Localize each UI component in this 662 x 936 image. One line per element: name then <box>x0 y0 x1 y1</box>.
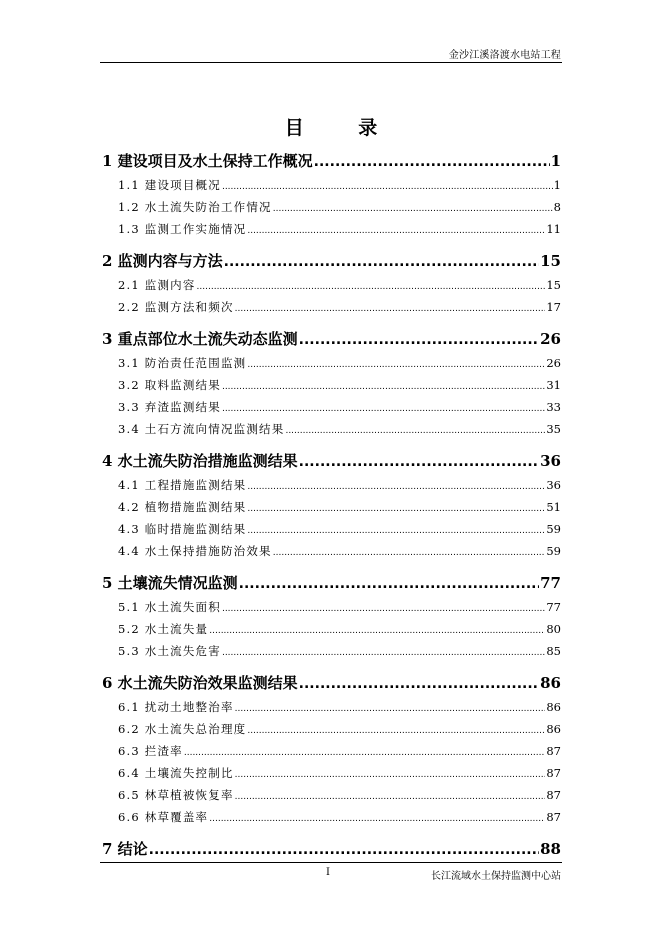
toc-section-page: 8 <box>553 200 561 214</box>
toc-leader-dots <box>273 542 546 564</box>
toc-section-title: 1.2 水土流失防治工作情况 <box>118 200 272 214</box>
toc-section-title: 4.1 工程措施监测结果 <box>118 478 247 492</box>
toc-section-title: 1.3 监测工作实施情况 <box>118 222 247 236</box>
toc-leader-dots <box>222 642 545 664</box>
toc-section-page: 33 <box>546 400 561 414</box>
toc-leader-dots <box>235 698 546 720</box>
toc-section-page: 87 <box>546 810 561 824</box>
toc-section-entry[interactable] <box>118 540 561 562</box>
toc-section-page: 51 <box>546 500 561 514</box>
toc-section-entry[interactable] <box>118 496 561 518</box>
toc-section-entry[interactable] <box>118 806 561 828</box>
toc-leader-dots <box>299 671 539 697</box>
toc-chapter-title: 6 水土流失防治效果监测结果 <box>102 674 298 692</box>
toc-section-entry[interactable] <box>118 696 561 718</box>
toc-section-entry[interactable] <box>118 274 561 296</box>
toc-chapter-page: 88 <box>540 840 561 858</box>
toc-section-page: 80 <box>546 622 561 636</box>
toc-section-page: 11 <box>546 222 561 236</box>
toc-section-page: 59 <box>546 544 561 558</box>
toc-section-entry[interactable] <box>118 352 561 374</box>
toc-chapter-entry[interactable] <box>102 448 561 474</box>
toc-section-title: 3.3 弃渣监测结果 <box>118 400 221 414</box>
toc-chapter-title: 1 建设项目及水土保持工作概况 <box>102 152 313 170</box>
toc-leader-dots <box>222 598 545 620</box>
toc-section-entry[interactable] <box>118 474 561 496</box>
toc-leader-dots <box>285 420 545 442</box>
toc-chapter-title: 3 重点部位水土流失动态监测 <box>102 330 298 348</box>
toc-leader-dots <box>184 742 546 764</box>
toc-section-page: 59 <box>546 522 561 536</box>
toc-section-title: 2.1 监测内容 <box>118 278 196 292</box>
toc-chapter-entry[interactable] <box>102 148 561 174</box>
header-rule <box>100 62 562 63</box>
toc-section-title: 3.4 土石方流向情况监测结果 <box>118 422 285 436</box>
toc-chapter-title: 5 土壤流失情况监测 <box>102 574 238 592</box>
toc-chapter-title: 7 结论 <box>102 840 148 858</box>
toc-section-title: 3.1 防治责任范围监测 <box>118 356 247 370</box>
toc-leader-dots <box>209 808 545 830</box>
toc-leader-dots <box>197 276 546 298</box>
toc-section-entry[interactable] <box>118 640 561 662</box>
toc-leader-dots <box>235 764 546 786</box>
toc-section-title: 4.2 植物措施监测结果 <box>118 500 247 514</box>
toc-section-entry[interactable] <box>118 784 561 806</box>
toc-chapter-entry[interactable] <box>102 836 561 862</box>
toc-leader-dots <box>222 176 553 198</box>
toc-section-entry[interactable] <box>118 618 561 640</box>
toc-section-title: 4.3 临时措施监测结果 <box>118 522 247 536</box>
toc-leader-dots <box>247 220 545 242</box>
toc-leader-dots <box>299 449 539 475</box>
toc-chapter-page: 77 <box>540 574 561 592</box>
toc-leader-dots <box>235 786 546 808</box>
toc-leader-dots <box>247 498 545 520</box>
toc-section-title: 6.2 水土流失总治理度 <box>118 722 247 736</box>
toc-section-title: 6.5 林草植被恢复率 <box>118 788 234 802</box>
footer-organization: 长江流域水土保持监测中心站 <box>431 871 561 882</box>
toc-leader-dots <box>299 327 539 353</box>
toc-section-title: 4.4 水土保持措施防治效果 <box>118 544 272 558</box>
toc-chapter-entry[interactable] <box>102 248 561 274</box>
toc-section-page: 36 <box>546 478 561 492</box>
toc-section-page: 15 <box>546 278 561 292</box>
toc-chapter-page: 86 <box>540 674 561 692</box>
footer-page-number: I <box>326 867 330 878</box>
toc-chapter-title: 4 水土流失防治措施监测结果 <box>102 452 298 470</box>
toc-section-page: 26 <box>546 356 561 370</box>
running-header: 金沙江溪洛渡水电站工程 <box>448 50 561 61</box>
toc-chapter-page: 26 <box>540 330 561 348</box>
toc-section-entry[interactable] <box>118 174 561 196</box>
toc-section-entry[interactable] <box>118 418 561 440</box>
toc-section-title: 6.3 拦渣率 <box>118 744 183 758</box>
toc-section-page: 86 <box>546 722 561 736</box>
toc-section-entry[interactable] <box>118 596 561 618</box>
toc-section-page: 17 <box>546 300 561 314</box>
toc-leader-dots <box>224 249 539 275</box>
toc-leader-dots <box>247 354 545 376</box>
toc-leader-dots <box>222 398 545 420</box>
toc-leader-dots <box>273 198 553 220</box>
toc-section-entry[interactable] <box>118 518 561 540</box>
toc-section-entry[interactable] <box>118 196 561 218</box>
toc-leader-dots <box>247 476 545 498</box>
toc-chapter-entry[interactable] <box>102 570 561 596</box>
toc-section-page: 77 <box>546 600 561 614</box>
toc-section-page: 86 <box>546 700 561 714</box>
toc-section-page: 31 <box>546 378 561 392</box>
footer-rule <box>100 862 562 863</box>
toc-section-entry[interactable] <box>118 296 561 318</box>
toc-chapter-entry[interactable] <box>102 670 561 696</box>
toc-section-title: 5.3 水土流失危害 <box>118 644 221 658</box>
toc-chapter-page: 1 <box>550 152 561 170</box>
toc-section-entry[interactable] <box>118 374 561 396</box>
toc-section-page: 87 <box>546 766 561 780</box>
toc-chapter-title: 2 监测内容与方法 <box>102 252 223 270</box>
toc-leader-dots <box>247 520 545 542</box>
toc-chapter-page: 15 <box>540 252 561 270</box>
toc-leader-dots <box>247 720 545 742</box>
toc-section-page: 85 <box>546 644 561 658</box>
toc-section-title: 5.1 水土流失面积 <box>118 600 221 614</box>
toc-section-title: 6.4 土壤流失控制比 <box>118 766 234 780</box>
toc-section-entry[interactable] <box>118 740 561 762</box>
toc-section-page: 87 <box>546 744 561 758</box>
toc-section-title: 2.2 监测方法和频次 <box>118 300 234 314</box>
toc-leader-dots <box>314 149 550 175</box>
table-of-contents <box>102 148 561 862</box>
toc-section-title: 5.2 水土流失量 <box>118 622 209 636</box>
toc-section-title: 6.1 扰动土地整治率 <box>118 700 234 714</box>
toc-section-page: 35 <box>546 422 561 436</box>
page-title: 目 录 <box>284 117 402 139</box>
toc-leader-dots <box>239 571 539 597</box>
toc-section-entry[interactable] <box>118 218 561 240</box>
toc-section-title: 6.6 林草覆盖率 <box>118 810 209 824</box>
toc-section-page: 1 <box>553 178 561 192</box>
toc-section-entry[interactable] <box>118 762 561 784</box>
toc-leader-dots <box>149 837 539 863</box>
toc-chapter-page: 36 <box>540 452 561 470</box>
toc-section-title: 3.2 取料监测结果 <box>118 378 221 392</box>
toc-chapter-entry[interactable] <box>102 326 561 352</box>
toc-leader-dots <box>235 298 546 320</box>
toc-section-page: 87 <box>546 788 561 802</box>
toc-section-title: 1.1 建设项目概况 <box>118 178 221 192</box>
toc-section-entry[interactable] <box>118 718 561 740</box>
toc-leader-dots <box>209 620 545 642</box>
toc-section-entry[interactable] <box>118 396 561 418</box>
toc-leader-dots <box>222 376 545 398</box>
